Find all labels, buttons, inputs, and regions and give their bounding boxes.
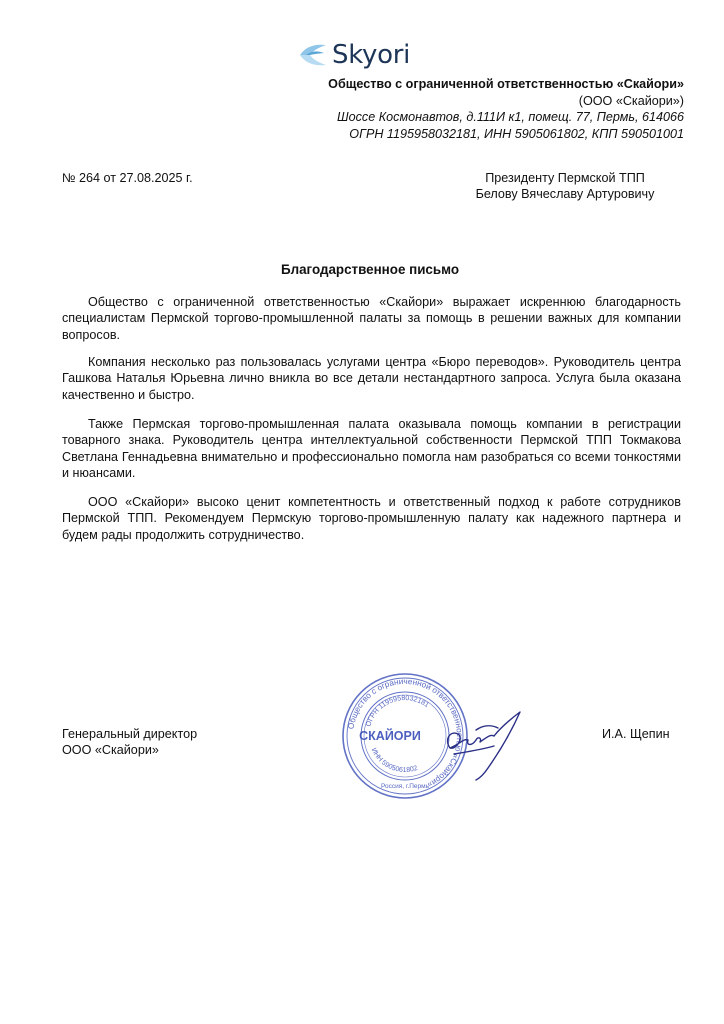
signatory-name: И.А. Щепин	[602, 727, 670, 741]
signatory-position	[62, 726, 197, 758]
stamp-inner-inn: ИНН 5905061802	[369, 747, 419, 775]
recipient-title: Президенту Пермской ТПП	[485, 171, 645, 185]
recipient-block	[470, 170, 660, 202]
company-address: Шоссе Космонавтов, д.111И к1, помещ. 77, Пермь, 614066	[337, 110, 684, 124]
company-logo	[298, 38, 410, 72]
company-registry: ОГРН 1195958032181, ИНН 5905061802, КПП 590501001	[349, 126, 684, 141]
paragraph-4: ООО «Скайори» высоко ценит компетентность и ответственный подход к работе сотрудников Пермской ТПП. Рекомендуем Пермскую торгово-промышленную палату как надежного партнера и будем рады продолжить сотрудничество.	[62, 495, 681, 542]
stamp-ring-text: Общество с ограниченной ответственностью «Скайори»	[346, 676, 465, 790]
letter-number-date: № 264 от 27.08.2025 г.	[62, 171, 193, 185]
company-header	[328, 76, 684, 142]
logo-text: Skyori	[332, 40, 411, 70]
handwritten-signature	[436, 704, 526, 784]
company-short-name: (ООО «Скайори»)	[578, 93, 684, 108]
paragraph-2: Компания несколько раз пользовалась услугами центра «Бюро переводов». Руководитель центра Гашкова Наталья Юрьевна лично вникла во все детали нестандартного запроса. Услуга была оказана качественно и быстро.	[62, 355, 681, 402]
letter-title: Благодарственное письмо	[280, 262, 460, 277]
wing-logo-icon	[298, 41, 328, 69]
stamp-inner-ogrn: ОГРН 1195958032181	[365, 694, 430, 728]
paragraph-3: Также Пермская торгово-промышленная палата оказывала помощь компании в регистрации товарного знака. Руководитель центра интеллектуальной собственности Пермской ТПП Токмакова Светлана Геннадьевна внимательно и профессионально помогла нам разобраться со всеми тонкостями и нюансами.	[62, 417, 681, 480]
paragraph-1: Общество с ограниченной ответственностью «Скайори» выражает искреннюю благодарность специалистам Пермской торгово-промышленной палаты за помощь в решении важных для компании вопросов.	[62, 295, 681, 342]
recipient-name: Белову Вячеславу Артуровичу	[475, 187, 655, 201]
company-full-name: Общество с ограниченной ответственностью «Скайори»	[328, 77, 684, 91]
stamp-city: Россия, г.Пермь	[380, 783, 430, 790]
signatory-position-line1: Генеральный директор	[62, 727, 198, 741]
stamp-center-text: СКАЙОРИ	[359, 729, 421, 743]
svg-text:ОГРН 1195958032181	[365, 695, 430, 728]
signatory-position-line2: ООО «Скайори»	[62, 743, 159, 757]
